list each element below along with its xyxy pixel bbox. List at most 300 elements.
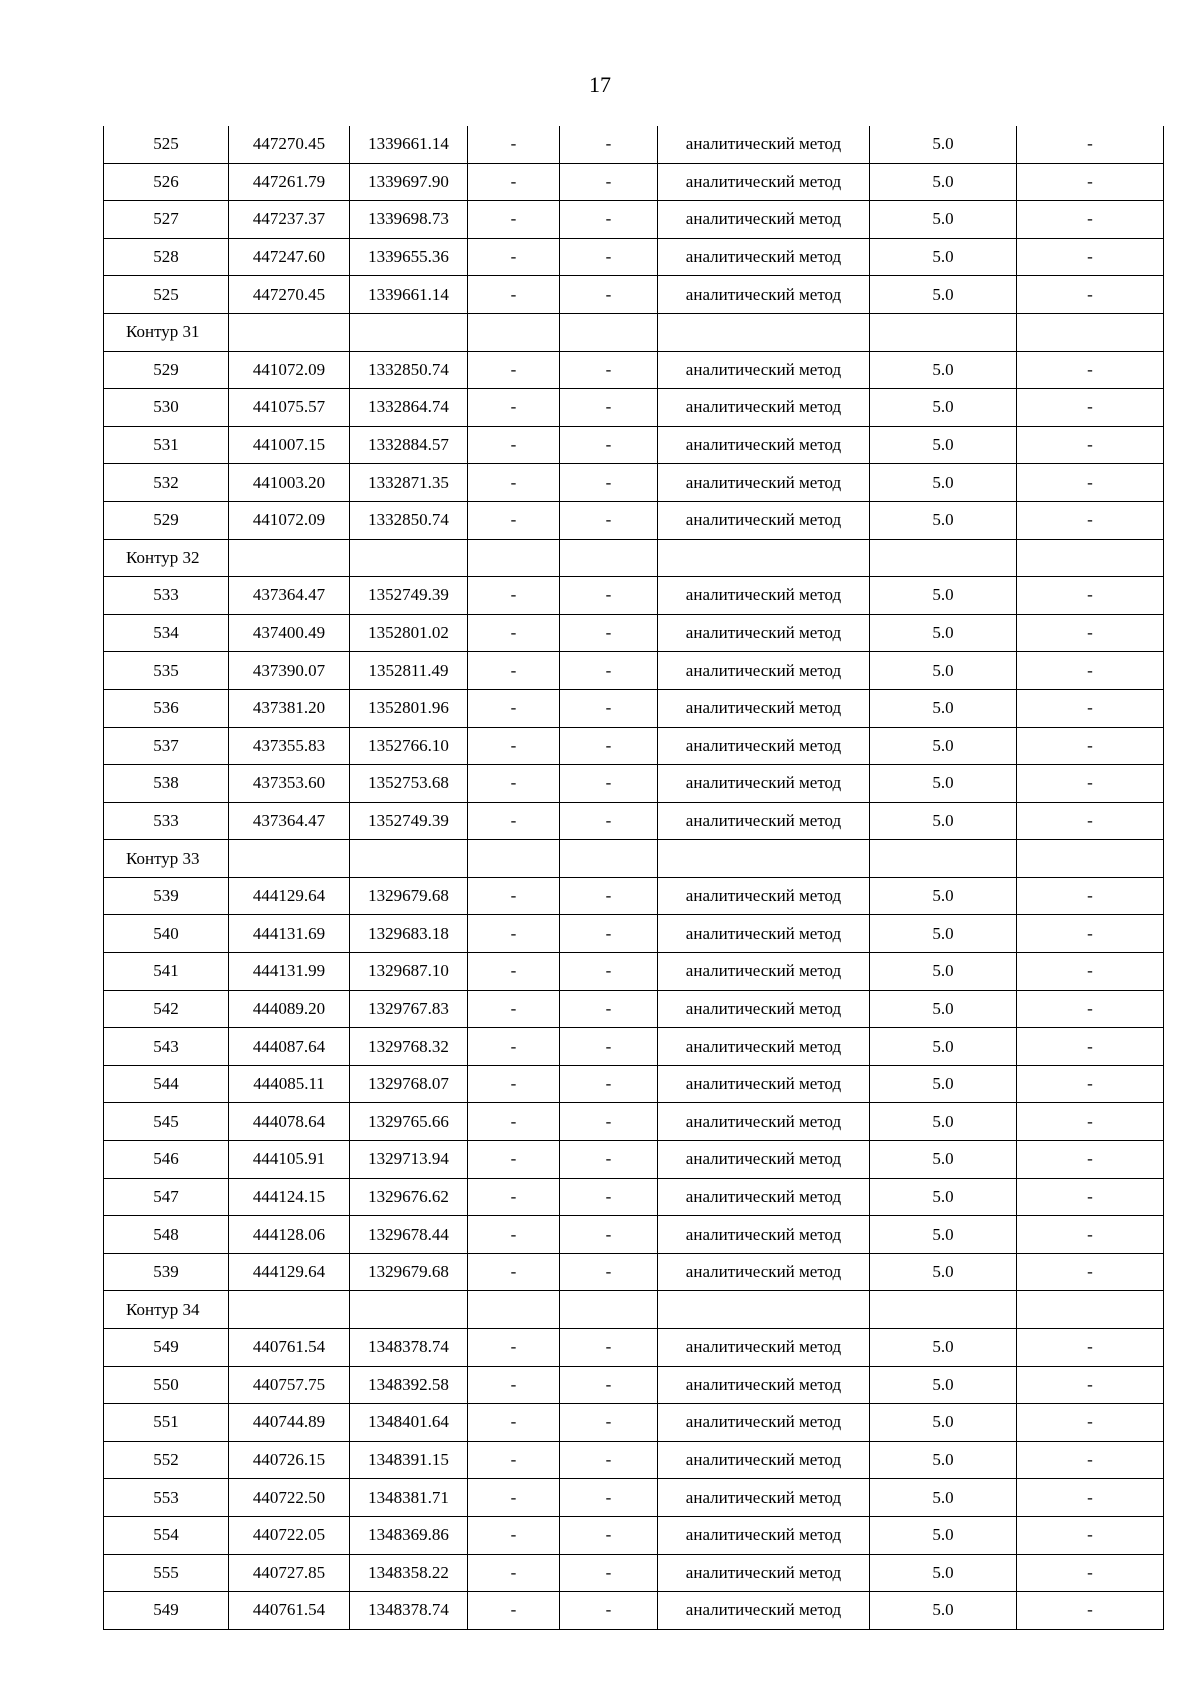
empty-value-cell: - <box>1017 464 1164 502</box>
method-cell: аналитический метод <box>658 1103 870 1141</box>
accuracy-cell: 5.0 <box>870 1479 1017 1517</box>
empty-value-cell: - <box>1017 689 1164 727</box>
accuracy-cell: 5.0 <box>870 126 1017 163</box>
point-number-cell: 545 <box>104 1103 229 1141</box>
method-cell: аналитический метод <box>658 126 870 163</box>
empty-value-cell: - <box>468 915 560 953</box>
empty-value-cell: - <box>560 201 658 239</box>
x-coordinate-cell: 437390.07 <box>229 652 350 690</box>
y-coordinate-cell: 1329679.68 <box>350 1253 468 1291</box>
empty-value-cell: - <box>468 689 560 727</box>
y-coordinate-cell: 1339698.73 <box>350 201 468 239</box>
y-coordinate-cell: 1332850.74 <box>350 501 468 539</box>
empty-value-cell: - <box>468 1516 560 1554</box>
x-coordinate-cell: 444131.99 <box>229 953 350 991</box>
empty-value-cell: - <box>560 464 658 502</box>
empty-value-cell: - <box>468 163 560 201</box>
x-coordinate-cell: 437353.60 <box>229 765 350 803</box>
x-coordinate-cell: 441072.09 <box>229 501 350 539</box>
empty-value-cell: - <box>468 1028 560 1066</box>
x-coordinate-cell: 440722.50 <box>229 1479 350 1517</box>
x-coordinate-cell: 444128.06 <box>229 1216 350 1254</box>
x-coordinate-cell: 444129.64 <box>229 877 350 915</box>
empty-value-cell: - <box>468 577 560 615</box>
empty-value-cell: - <box>468 1479 560 1517</box>
accuracy-cell: 5.0 <box>870 426 1017 464</box>
accuracy-cell: 5.0 <box>870 238 1017 276</box>
empty-cell <box>468 539 560 577</box>
x-coordinate-cell: 440757.75 <box>229 1366 350 1404</box>
accuracy-cell: 5.0 <box>870 1441 1017 1479</box>
x-coordinate-cell: 441075.57 <box>229 389 350 427</box>
empty-value-cell: - <box>1017 201 1164 239</box>
method-cell: аналитический метод <box>658 1329 870 1367</box>
empty-value-cell: - <box>468 1366 560 1404</box>
empty-value-cell: - <box>1017 126 1164 163</box>
y-coordinate-cell: 1329687.10 <box>350 953 468 991</box>
y-coordinate-cell: 1332871.35 <box>350 464 468 502</box>
empty-value-cell: - <box>560 689 658 727</box>
empty-value-cell: - <box>560 1366 658 1404</box>
empty-value-cell: - <box>1017 614 1164 652</box>
empty-value-cell: - <box>468 877 560 915</box>
empty-cell <box>350 1291 468 1329</box>
table-row <box>104 1554 1164 1592</box>
point-number-cell: 528 <box>104 238 229 276</box>
accuracy-cell: 5.0 <box>870 765 1017 803</box>
point-number-cell: 553 <box>104 1479 229 1517</box>
table-row <box>104 953 1164 991</box>
point-number-cell: 550 <box>104 1366 229 1404</box>
y-coordinate-cell: 1352801.02 <box>350 614 468 652</box>
method-cell: аналитический метод <box>658 1366 870 1404</box>
point-number-cell: 541 <box>104 953 229 991</box>
empty-value-cell: - <box>468 1554 560 1592</box>
empty-cell <box>229 840 350 878</box>
y-coordinate-cell: 1352749.39 <box>350 577 468 615</box>
empty-cell <box>229 1291 350 1329</box>
empty-value-cell: - <box>468 1103 560 1141</box>
empty-value-cell: - <box>468 1441 560 1479</box>
empty-value-cell: - <box>468 201 560 239</box>
method-cell: аналитический метод <box>658 1065 870 1103</box>
contour-label: Контур 31 <box>104 313 229 351</box>
accuracy-cell: 5.0 <box>870 276 1017 314</box>
point-number-cell: 543 <box>104 1028 229 1066</box>
empty-value-cell: - <box>1017 163 1164 201</box>
method-cell: аналитический метод <box>658 727 870 765</box>
point-number-cell: 537 <box>104 727 229 765</box>
empty-value-cell: - <box>560 1065 658 1103</box>
x-coordinate-cell: 444129.64 <box>229 1253 350 1291</box>
y-coordinate-cell: 1332884.57 <box>350 426 468 464</box>
method-cell: аналитический метод <box>658 238 870 276</box>
empty-value-cell: - <box>560 1103 658 1141</box>
empty-value-cell: - <box>1017 652 1164 690</box>
empty-value-cell: - <box>468 1141 560 1179</box>
empty-value-cell: - <box>1017 1441 1164 1479</box>
method-cell: аналитический метод <box>658 1404 870 1442</box>
accuracy-cell: 5.0 <box>870 1216 1017 1254</box>
accuracy-cell: 5.0 <box>870 1366 1017 1404</box>
table-row <box>104 614 1164 652</box>
empty-value-cell: - <box>1017 1366 1164 1404</box>
accuracy-cell: 5.0 <box>870 577 1017 615</box>
point-number-cell: 534 <box>104 614 229 652</box>
accuracy-cell: 5.0 <box>870 802 1017 840</box>
accuracy-cell: 5.0 <box>870 1554 1017 1592</box>
y-coordinate-cell: 1352753.68 <box>350 765 468 803</box>
point-number-cell: 555 <box>104 1554 229 1592</box>
accuracy-cell: 5.0 <box>870 351 1017 389</box>
method-cell: аналитический метод <box>658 464 870 502</box>
empty-value-cell: - <box>1017 1065 1164 1103</box>
accuracy-cell: 5.0 <box>870 1253 1017 1291</box>
y-coordinate-cell: 1348392.58 <box>350 1366 468 1404</box>
y-coordinate-cell: 1339697.90 <box>350 163 468 201</box>
method-cell: аналитический метод <box>658 1441 870 1479</box>
empty-value-cell: - <box>1017 1178 1164 1216</box>
x-coordinate-cell: 437381.20 <box>229 689 350 727</box>
table-row <box>104 652 1164 690</box>
empty-value-cell: - <box>1017 1516 1164 1554</box>
empty-value-cell: - <box>560 1253 658 1291</box>
coordinates-table <box>103 126 1164 1630</box>
empty-value-cell: - <box>1017 953 1164 991</box>
accuracy-cell: 5.0 <box>870 201 1017 239</box>
accuracy-cell: 5.0 <box>870 1592 1017 1630</box>
empty-value-cell: - <box>560 389 658 427</box>
empty-value-cell: - <box>560 1404 658 1442</box>
x-coordinate-cell: 440722.05 <box>229 1516 350 1554</box>
method-cell: аналитический метод <box>658 1216 870 1254</box>
empty-value-cell: - <box>1017 1329 1164 1367</box>
point-number-cell: 535 <box>104 652 229 690</box>
table-row <box>104 389 1164 427</box>
empty-value-cell: - <box>560 163 658 201</box>
empty-value-cell: - <box>468 276 560 314</box>
contour-label: Контур 34 <box>104 1291 229 1329</box>
empty-cell <box>350 840 468 878</box>
table-row <box>104 201 1164 239</box>
x-coordinate-cell: 444105.91 <box>229 1141 350 1179</box>
empty-cell <box>468 1291 560 1329</box>
empty-value-cell: - <box>560 1516 658 1554</box>
accuracy-cell: 5.0 <box>870 990 1017 1028</box>
x-coordinate-cell: 437364.47 <box>229 802 350 840</box>
y-coordinate-cell: 1348378.74 <box>350 1329 468 1367</box>
method-cell: аналитический метод <box>658 877 870 915</box>
table-row <box>104 1592 1164 1630</box>
method-cell: аналитический метод <box>658 689 870 727</box>
empty-cell <box>350 539 468 577</box>
accuracy-cell: 5.0 <box>870 614 1017 652</box>
empty-value-cell: - <box>468 501 560 539</box>
table-row <box>104 126 1164 163</box>
point-number-cell: 551 <box>104 1404 229 1442</box>
empty-value-cell: - <box>560 1592 658 1630</box>
point-number-cell: 529 <box>104 351 229 389</box>
empty-cell <box>560 1291 658 1329</box>
point-number-cell: 547 <box>104 1178 229 1216</box>
method-cell: аналитический метод <box>658 501 870 539</box>
point-number-cell: 542 <box>104 990 229 1028</box>
y-coordinate-cell: 1332850.74 <box>350 351 468 389</box>
accuracy-cell: 5.0 <box>870 1329 1017 1367</box>
x-coordinate-cell: 447270.45 <box>229 126 350 163</box>
method-cell: аналитический метод <box>658 201 870 239</box>
point-number-cell: 538 <box>104 765 229 803</box>
empty-value-cell: - <box>1017 1103 1164 1141</box>
empty-value-cell: - <box>560 501 658 539</box>
empty-cell <box>870 1291 1017 1329</box>
accuracy-cell: 5.0 <box>870 877 1017 915</box>
empty-value-cell: - <box>560 765 658 803</box>
accuracy-cell: 5.0 <box>870 953 1017 991</box>
empty-cell <box>658 313 870 351</box>
table-row <box>104 577 1164 615</box>
x-coordinate-cell: 441007.15 <box>229 426 350 464</box>
x-coordinate-cell: 444078.64 <box>229 1103 350 1141</box>
empty-value-cell: - <box>1017 1141 1164 1179</box>
point-number-cell: 549 <box>104 1592 229 1630</box>
empty-value-cell: - <box>560 1329 658 1367</box>
empty-value-cell: - <box>1017 1554 1164 1592</box>
y-coordinate-cell: 1348358.22 <box>350 1554 468 1592</box>
x-coordinate-cell: 441072.09 <box>229 351 350 389</box>
method-cell: аналитический метод <box>658 389 870 427</box>
method-cell: аналитический метод <box>658 163 870 201</box>
method-cell: аналитический метод <box>658 426 870 464</box>
x-coordinate-cell: 444124.15 <box>229 1178 350 1216</box>
method-cell: аналитический метод <box>658 1479 870 1517</box>
x-coordinate-cell: 447237.37 <box>229 201 350 239</box>
empty-value-cell: - <box>1017 802 1164 840</box>
point-number-cell: 536 <box>104 689 229 727</box>
table-body <box>104 126 1164 1629</box>
y-coordinate-cell: 1329678.44 <box>350 1216 468 1254</box>
y-coordinate-cell: 1329679.68 <box>350 877 468 915</box>
empty-value-cell: - <box>1017 276 1164 314</box>
empty-value-cell: - <box>560 990 658 1028</box>
table-row <box>104 1441 1164 1479</box>
table-row <box>104 1516 1164 1554</box>
page-number: 17 <box>589 72 611 97</box>
empty-cell <box>658 840 870 878</box>
empty-cell <box>1017 840 1164 878</box>
empty-value-cell: - <box>560 802 658 840</box>
empty-value-cell: - <box>1017 765 1164 803</box>
point-number-cell: 527 <box>104 201 229 239</box>
y-coordinate-cell: 1332864.74 <box>350 389 468 427</box>
table-row <box>104 689 1164 727</box>
empty-value-cell: - <box>560 1441 658 1479</box>
x-coordinate-cell: 444085.11 <box>229 1065 350 1103</box>
table-row <box>104 1103 1164 1141</box>
x-coordinate-cell: 437400.49 <box>229 614 350 652</box>
x-coordinate-cell: 444087.64 <box>229 1028 350 1066</box>
y-coordinate-cell: 1352811.49 <box>350 652 468 690</box>
empty-value-cell: - <box>1017 501 1164 539</box>
table-row <box>104 501 1164 539</box>
empty-value-cell: - <box>1017 1216 1164 1254</box>
contour-label: Контур 33 <box>104 840 229 878</box>
empty-value-cell: - <box>560 953 658 991</box>
empty-value-cell: - <box>468 238 560 276</box>
point-number-cell: 530 <box>104 389 229 427</box>
empty-value-cell: - <box>1017 915 1164 953</box>
accuracy-cell: 5.0 <box>870 389 1017 427</box>
empty-value-cell: - <box>560 1479 658 1517</box>
empty-value-cell: - <box>1017 1404 1164 1442</box>
empty-cell <box>560 840 658 878</box>
empty-value-cell: - <box>468 990 560 1028</box>
accuracy-cell: 5.0 <box>870 1103 1017 1141</box>
empty-value-cell: - <box>560 915 658 953</box>
empty-cell <box>350 313 468 351</box>
method-cell: аналитический метод <box>658 276 870 314</box>
table-row <box>104 1366 1164 1404</box>
table-row <box>104 1404 1164 1442</box>
contour-header-row <box>104 840 1164 878</box>
empty-value-cell: - <box>468 426 560 464</box>
y-coordinate-cell: 1329713.94 <box>350 1141 468 1179</box>
method-cell: аналитический метод <box>658 1554 870 1592</box>
empty-cell <box>560 539 658 577</box>
table-row <box>104 1178 1164 1216</box>
y-coordinate-cell: 1339661.14 <box>350 126 468 163</box>
table-row <box>104 765 1164 803</box>
empty-value-cell: - <box>468 1178 560 1216</box>
empty-value-cell: - <box>1017 577 1164 615</box>
point-number-cell: 544 <box>104 1065 229 1103</box>
point-number-cell: 539 <box>104 877 229 915</box>
point-number-cell: 533 <box>104 802 229 840</box>
empty-value-cell: - <box>468 802 560 840</box>
point-number-cell: 525 <box>104 126 229 163</box>
point-number-cell: 526 <box>104 163 229 201</box>
point-number-cell: 533 <box>104 577 229 615</box>
empty-value-cell: - <box>1017 389 1164 427</box>
empty-value-cell: - <box>560 614 658 652</box>
x-coordinate-cell: 440744.89 <box>229 1404 350 1442</box>
point-number-cell: 549 <box>104 1329 229 1367</box>
empty-value-cell: - <box>1017 990 1164 1028</box>
x-coordinate-cell: 440727.85 <box>229 1554 350 1592</box>
empty-value-cell: - <box>560 426 658 464</box>
table-row <box>104 1141 1164 1179</box>
empty-cell <box>229 313 350 351</box>
empty-value-cell: - <box>560 276 658 314</box>
accuracy-cell: 5.0 <box>870 1065 1017 1103</box>
empty-value-cell: - <box>1017 1028 1164 1066</box>
empty-value-cell: - <box>560 1028 658 1066</box>
accuracy-cell: 5.0 <box>870 727 1017 765</box>
empty-value-cell: - <box>468 614 560 652</box>
y-coordinate-cell: 1329768.07 <box>350 1065 468 1103</box>
method-cell: аналитический метод <box>658 1253 870 1291</box>
y-coordinate-cell: 1348381.71 <box>350 1479 468 1517</box>
empty-value-cell: - <box>1017 238 1164 276</box>
empty-value-cell: - <box>468 126 560 163</box>
method-cell: аналитический метод <box>658 1141 870 1179</box>
y-coordinate-cell: 1352766.10 <box>350 727 468 765</box>
method-cell: аналитический метод <box>658 990 870 1028</box>
point-number-cell: 532 <box>104 464 229 502</box>
accuracy-cell: 5.0 <box>870 1404 1017 1442</box>
empty-value-cell: - <box>560 1178 658 1216</box>
accuracy-cell: 5.0 <box>870 652 1017 690</box>
empty-value-cell: - <box>560 577 658 615</box>
empty-value-cell: - <box>1017 426 1164 464</box>
empty-value-cell: - <box>468 1329 560 1367</box>
y-coordinate-cell: 1352801.96 <box>350 689 468 727</box>
empty-value-cell: - <box>1017 351 1164 389</box>
accuracy-cell: 5.0 <box>870 163 1017 201</box>
empty-cell <box>658 1291 870 1329</box>
y-coordinate-cell: 1329767.83 <box>350 990 468 1028</box>
empty-value-cell: - <box>1017 1592 1164 1630</box>
table-row <box>104 915 1164 953</box>
empty-cell <box>468 313 560 351</box>
empty-cell <box>1017 539 1164 577</box>
x-coordinate-cell: 440761.54 <box>229 1329 350 1367</box>
empty-value-cell: - <box>468 351 560 389</box>
x-coordinate-cell: 444131.69 <box>229 915 350 953</box>
empty-value-cell: - <box>468 1253 560 1291</box>
empty-value-cell: - <box>560 877 658 915</box>
point-number-cell: 540 <box>104 915 229 953</box>
table-row <box>104 877 1164 915</box>
x-coordinate-cell: 437364.47 <box>229 577 350 615</box>
empty-value-cell: - <box>1017 1253 1164 1291</box>
y-coordinate-cell: 1329768.32 <box>350 1028 468 1066</box>
x-coordinate-cell: 437355.83 <box>229 727 350 765</box>
method-cell: аналитический метод <box>658 1178 870 1216</box>
empty-value-cell: - <box>468 727 560 765</box>
method-cell: аналитический метод <box>658 802 870 840</box>
contour-label: Контур 32 <box>104 539 229 577</box>
empty-cell <box>1017 313 1164 351</box>
empty-value-cell: - <box>468 1065 560 1103</box>
empty-value-cell: - <box>560 652 658 690</box>
empty-value-cell: - <box>560 126 658 163</box>
contour-header-row <box>104 313 1164 351</box>
table-row <box>104 1216 1164 1254</box>
empty-value-cell: - <box>468 389 560 427</box>
y-coordinate-cell: 1348391.15 <box>350 1441 468 1479</box>
accuracy-cell: 5.0 <box>870 501 1017 539</box>
empty-value-cell: - <box>560 727 658 765</box>
method-cell: аналитический метод <box>658 1516 870 1554</box>
y-coordinate-cell: 1339655.36 <box>350 238 468 276</box>
table-row <box>104 276 1164 314</box>
empty-value-cell: - <box>1017 727 1164 765</box>
y-coordinate-cell: 1329765.66 <box>350 1103 468 1141</box>
method-cell: аналитический метод <box>658 614 870 652</box>
point-number-cell: 546 <box>104 1141 229 1179</box>
accuracy-cell: 5.0 <box>870 1028 1017 1066</box>
table-row <box>104 1253 1164 1291</box>
empty-value-cell: - <box>1017 877 1164 915</box>
empty-value-cell: - <box>468 953 560 991</box>
empty-cell <box>1017 1291 1164 1329</box>
x-coordinate-cell: 441003.20 <box>229 464 350 502</box>
method-cell: аналитический метод <box>658 953 870 991</box>
empty-cell <box>560 313 658 351</box>
empty-cell <box>870 539 1017 577</box>
point-number-cell: 531 <box>104 426 229 464</box>
